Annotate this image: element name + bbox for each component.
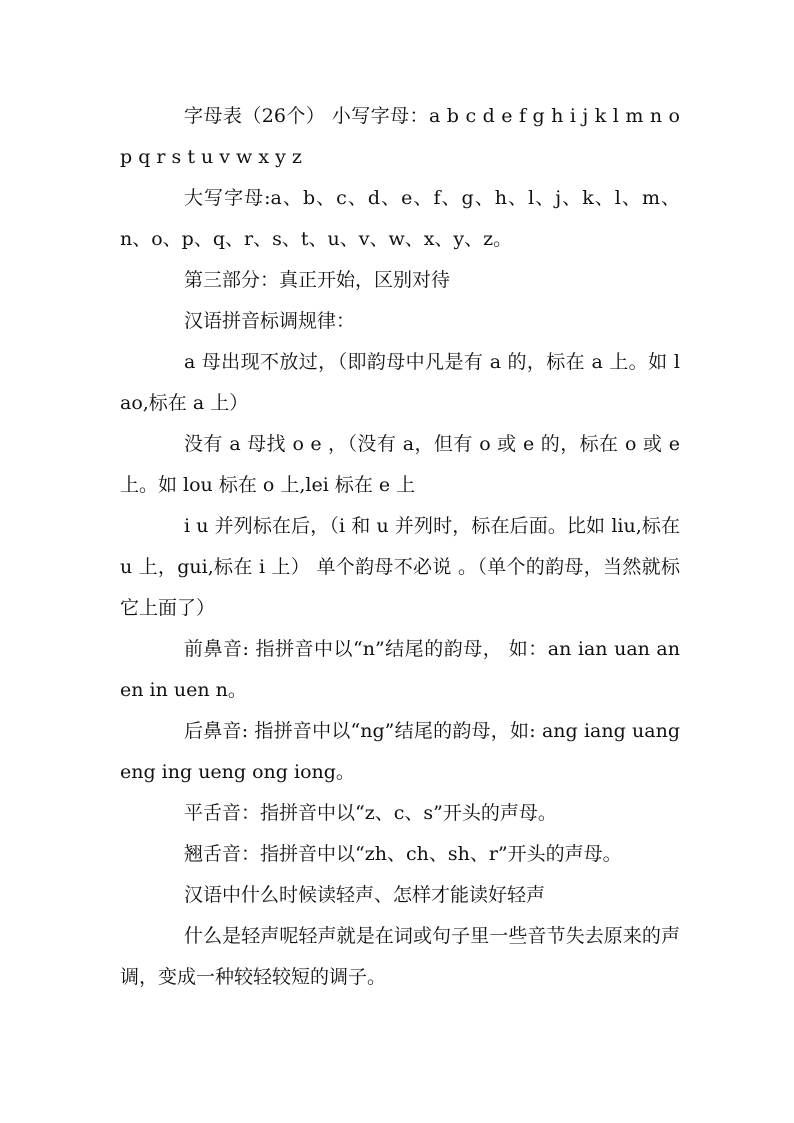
paragraph-front-nasal: 前鼻音: 指拼音中以“n”结尾的韵母， 如：an ian uan an en in uen n。 bbox=[120, 638, 680, 701]
paragraph-part-three-heading: 第三部分：真正开始，区别对待 bbox=[184, 269, 451, 291]
paragraph-flat-tongue: 平舌音：指拼音中以“z、c、s”开头的声母。 bbox=[184, 802, 557, 824]
paragraph-neutral-tone-definition: 什么是轻声呢轻声就是在词或句子里一些音节失去原来的声调，变成一种较轻较短的调子。 bbox=[120, 925, 680, 988]
paragraph-neutral-tone-heading: 汉语中什么时候读轻声、怎样才能读好轻声 bbox=[184, 884, 546, 906]
paragraph-rule-a: a 母出现不放过，（即韵母中凡是有 a 的，标在 a 上。如 lao,标在 a 上） bbox=[120, 351, 680, 414]
paragraph-alphabet-lowercase: 字母表（26个） 小写字母：a b c d e f g h i j k l m n o p q r s t u v w x y z bbox=[120, 105, 680, 168]
paragraph-back-nasal: 后鼻音: 指拼音中以“ng”结尾的韵母，如: ang iang uang eng ing ueng ong iong。 bbox=[120, 720, 680, 783]
paragraph-retroflex: 翘舌音：指拼音中以“zh、ch、sh、r”开头的声母。 bbox=[184, 843, 622, 865]
document-body bbox=[120, 96, 680, 998]
paragraph-rule-i-u: i u 并列标在后，（i 和 u 并列时，标在后面。比如 liu,标在 u 上，gui,标在 i 上） 单个韵母不必说 。（单个的韵母，当然就标它上面了） bbox=[120, 515, 680, 619]
paragraph-alphabet-uppercase: 大写字母:a、b、c、d、e、f、g、h、l、j、k、l、m、n、o、p、q、r、s、t、u、v、w、x、y、z。 bbox=[120, 187, 680, 250]
paragraph-rule-o-e: 没有 a 母找 o e ，（没有 a，但有 o 或 e 的，标在 o 或 e 上。如 lou 标在 o 上,lei 标在 e 上 bbox=[120, 433, 680, 496]
paragraph-tone-rules-heading: 汉语拼音标调规律： bbox=[184, 310, 356, 332]
